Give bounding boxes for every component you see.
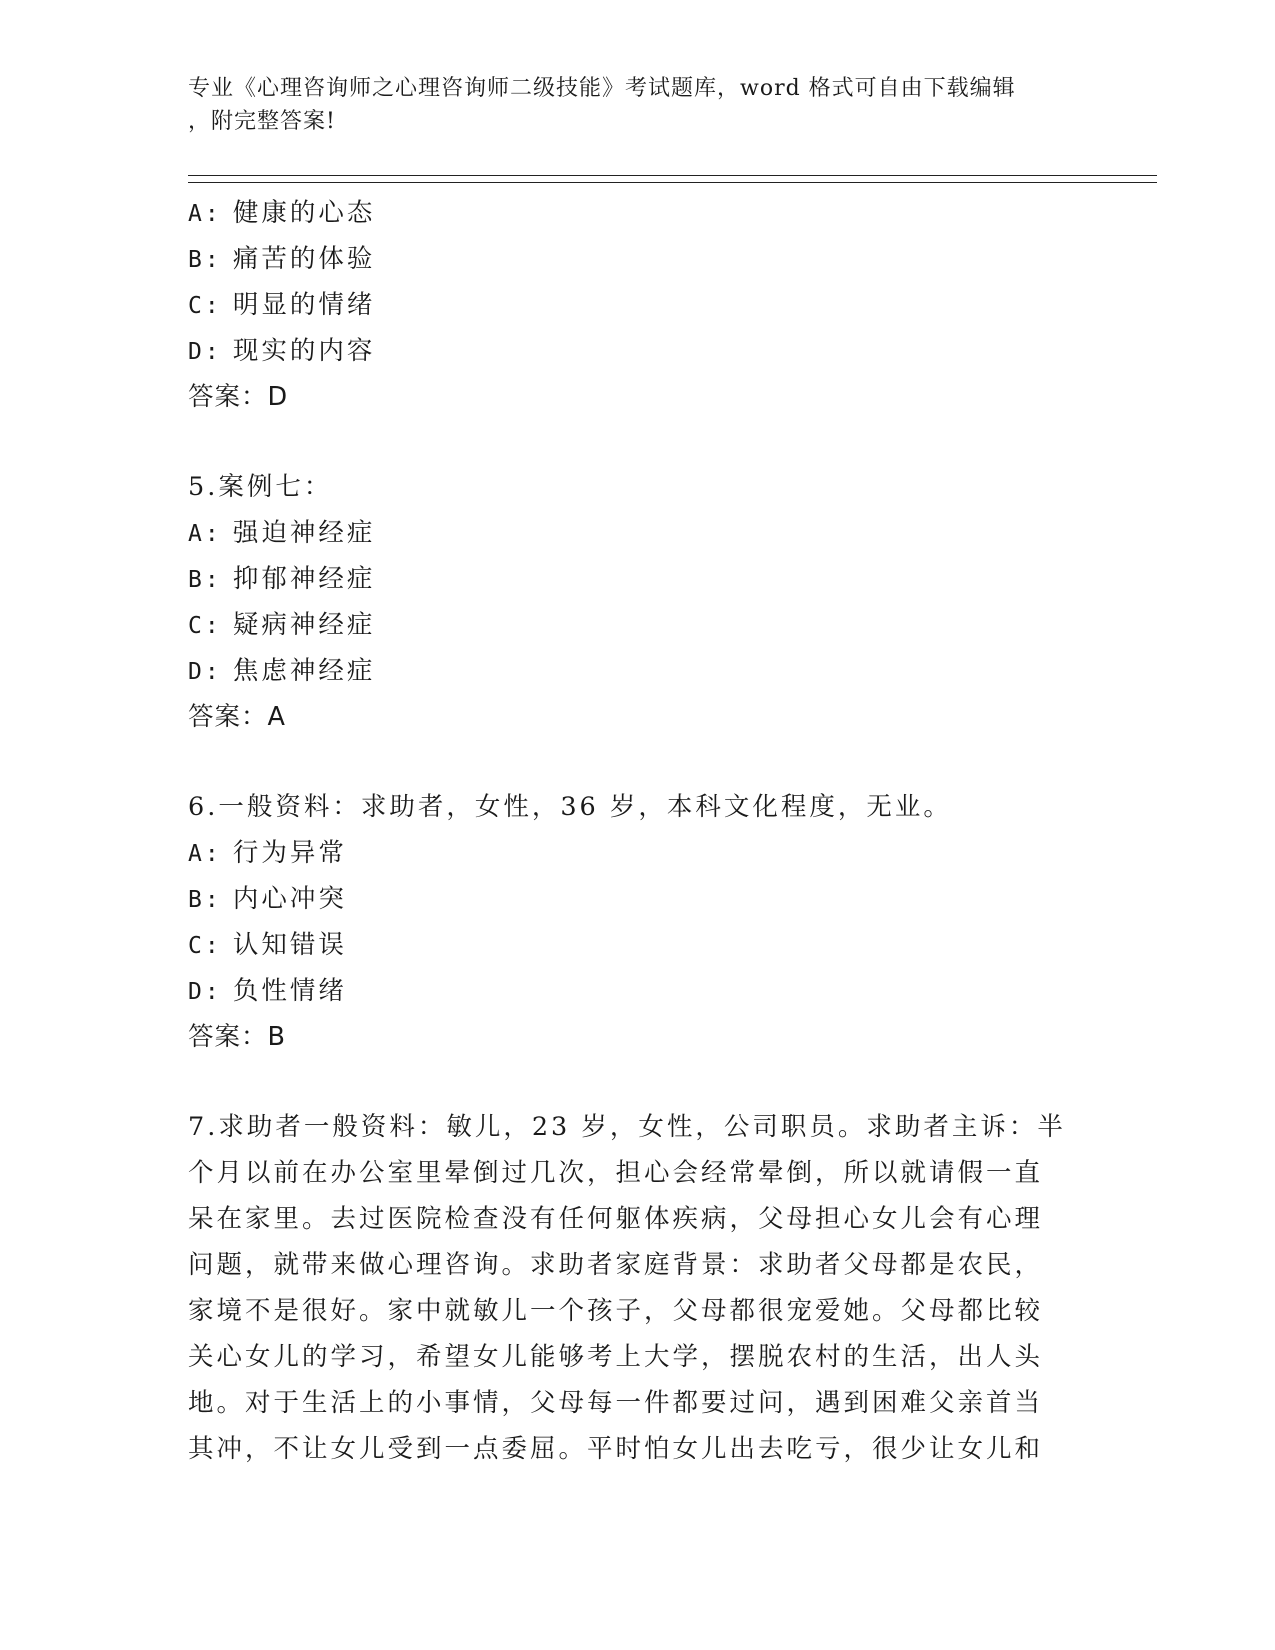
header-rule-top xyxy=(188,175,1157,176)
question-stem: 5.案例七： xyxy=(188,472,333,502)
question-6 xyxy=(188,784,1068,1060)
option-text: 痛苦的体验 xyxy=(232,244,376,274)
paragraph-line: 关心女儿的学习，希望女儿能够考上大学，摆脱农村的生活，出人头 xyxy=(188,1342,1044,1372)
option-letter: B: xyxy=(188,567,222,593)
option-letter: B: xyxy=(188,247,222,273)
option-d xyxy=(188,648,1068,694)
option-letter: A: xyxy=(188,521,222,547)
option-text: 现实的内容 xyxy=(232,336,376,366)
paragraph-line: 地。对于生活上的小事情，父母每一件都要过问，遇到困难父亲首当 xyxy=(188,1388,1044,1418)
option-a xyxy=(188,190,1068,236)
option-text: 内心冲突 xyxy=(232,884,347,914)
question-5 xyxy=(188,464,1068,740)
answer-line: 答案：D xyxy=(188,382,289,412)
spacer xyxy=(188,1060,1068,1104)
option-d xyxy=(188,328,1068,374)
option-text: 强迫神经症 xyxy=(232,518,376,548)
document-body xyxy=(188,190,1068,1472)
option-c xyxy=(188,602,1068,648)
option-text: 行为异常 xyxy=(232,838,347,868)
option-b xyxy=(188,876,1068,922)
option-text: 抑郁神经症 xyxy=(232,564,376,594)
answer-line: 答案：B xyxy=(188,1022,286,1052)
option-text: 焦虑神经症 xyxy=(232,656,376,686)
option-letter: A: xyxy=(188,201,222,227)
option-b xyxy=(188,236,1068,282)
option-text: 疑病神经症 xyxy=(232,610,376,640)
option-a xyxy=(188,830,1068,876)
option-text: 健康的心态 xyxy=(232,198,376,228)
document-header xyxy=(188,72,1068,138)
option-text: 明显的情绪 xyxy=(232,290,376,320)
option-c xyxy=(188,282,1068,328)
question-7 xyxy=(188,1104,1066,1472)
option-text: 负性情绪 xyxy=(232,976,347,1006)
option-letter: C: xyxy=(188,613,222,639)
option-a xyxy=(188,510,1068,556)
paragraph-line: 7.求助者一般资料：敏儿，23 岁，女性，公司职员。求助者主诉：半 xyxy=(188,1112,1066,1142)
spacer xyxy=(188,740,1068,784)
option-letter: A: xyxy=(188,841,222,867)
option-c xyxy=(188,922,1068,968)
option-letter: B: xyxy=(188,887,222,913)
option-text: 认知错误 xyxy=(232,930,347,960)
paragraph-line: 呆在家里。去过医院检查没有任何躯体疾病，父母担心女儿会有心理 xyxy=(188,1204,1044,1234)
option-letter: D: xyxy=(188,979,222,1005)
answer-line: 答案：A xyxy=(188,702,286,732)
header-line-2: ，附完整答案! xyxy=(188,109,336,134)
paragraph-line: 问题，就带来做心理咨询。求助者家庭背景：求助者父母都是农民， xyxy=(188,1250,1044,1280)
paragraph-line: 其冲，不让女儿受到一点委屈。平时怕女儿出去吃亏，很少让女儿和 xyxy=(188,1434,1044,1464)
option-d xyxy=(188,968,1068,1014)
paragraph-line: 个月以前在办公室里晕倒过几次，担心会经常晕倒，所以就请假一直 xyxy=(188,1158,1044,1188)
option-letter: D: xyxy=(188,339,222,365)
option-letter: C: xyxy=(188,933,222,959)
header-line-1: 专业《心理咨询师之心理咨询师二级技能》考试题库，word 格式可自由下载编辑 xyxy=(188,76,1016,101)
option-letter: C: xyxy=(188,293,222,319)
paragraph-line: 家境不是很好。家中就敏儿一个孩子，父母都很宠爱她。父母都比较 xyxy=(188,1296,1044,1326)
spacer xyxy=(188,420,1068,464)
header-rule-bottom xyxy=(188,182,1157,183)
question-stem: 6.一般资料：求助者，女性，36 岁，本科文化程度，无业。 xyxy=(188,792,952,822)
question-4 xyxy=(188,190,1068,420)
option-letter: D: xyxy=(188,659,222,685)
option-b xyxy=(188,556,1068,602)
